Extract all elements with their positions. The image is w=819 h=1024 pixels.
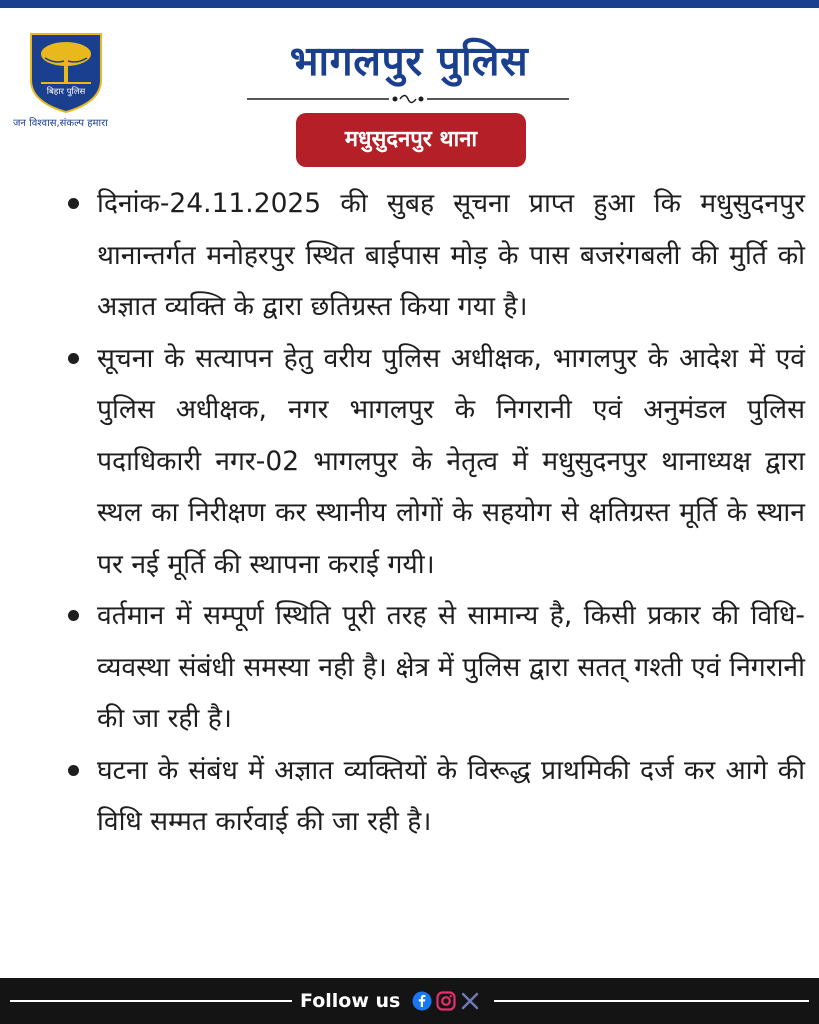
list-item — [60, 333, 805, 591]
page-title: भागलपुर पुलिस — [289, 37, 529, 85]
list-item — [60, 745, 805, 848]
list-item — [60, 178, 805, 333]
list-item-text: सूचना के सत्यापन हेतु वरीय पुलिस अधीक्षक, भागलपुर के आदेश में एवं पुलिस अधीक्षक, नगर भागलपुर के निगरानी एवं अनुमंडल पुलिस पदाधिकारी नगर-02 भागलपुर के नेतृत्व में मधुसुदनपुर थानाध्यक्ष द्वारा स्थल का निरीक्षण कर स्थानीय लोगों के सहयोग से क्षतिग्रस्त मूर्ति के स्थान पर नई मूर्ति की स्थापना कराई गयी। — [97, 342, 805, 580]
list-item-text: घटना के संबंध में अज्ञात व्यक्तियों के विरूद्ध प्राथमिकी दर्ज कर आगे की विधि सम्मत कार्रवाई की जा रही है। — [97, 754, 805, 837]
bullet-icon — [68, 610, 79, 621]
bihar-police-logo — [27, 30, 105, 114]
tagline: जन विश्वास,संकल्प हमारा — [13, 118, 108, 129]
top-accent-bar — [0, 0, 819, 8]
facebook-icon[interactable] — [412, 991, 432, 1011]
bullet-icon — [68, 353, 79, 364]
list-item — [60, 590, 805, 745]
bullet-icon — [68, 198, 79, 209]
follow-us-label: Follow us — [300, 990, 401, 1012]
footer-divider-right — [494, 1000, 809, 1002]
bullet-icon — [68, 765, 79, 776]
press-release-body — [60, 178, 805, 848]
svg-text:बिहार पुलिस: बिहार पुलिस — [46, 87, 86, 97]
title-divider — [247, 90, 569, 108]
social-icons — [412, 991, 480, 1011]
x-icon[interactable] — [460, 991, 480, 1011]
footer-divider-left — [10, 1000, 292, 1002]
list-item-text: दिनांक-24.11.2025 की सुबह सूचना प्राप्त हुआ कि मधुसुदनपुर थानान्तर्गत मनोहरपुर स्थित बाईपास मोड़ के पास बजरंगबली की मुर्ति को अज्ञात व्यक्ति के द्वारा छतिग्रस्त किया गया है। — [97, 188, 805, 322]
list-item-text: वर्तमान में सम्पूर्ण स्थिति पूरी तरह से सामान्य है, किसी प्रकार की विधि-व्यवस्था संबंधी समस्या नही है। क्षेत्र में पुलिस द्वारा सतत् गश्ती एवं निगरानी की जा रही है। — [97, 600, 805, 734]
station-badge: मधुसुदनपुर थाना — [296, 113, 526, 167]
instagram-icon[interactable] — [436, 991, 456, 1011]
footer-bar — [0, 978, 819, 1024]
